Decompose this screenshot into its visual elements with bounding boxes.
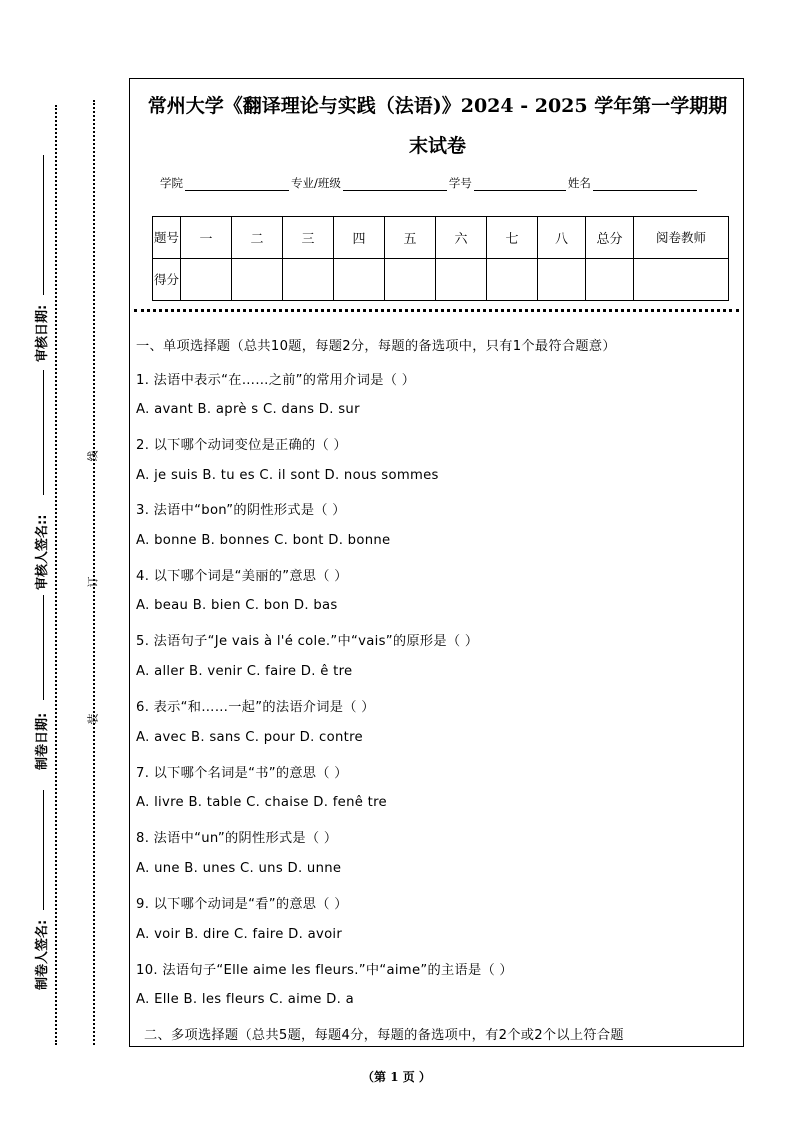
score-table-header-row <box>153 217 729 259</box>
question-9: 9. 以下哪个动词是“看”的意思（ ） <box>136 897 348 912</box>
section-single-choice-title: 一、单项选择题（总共10题，每题2分，每题的备选项中，只有1个最符合题意） <box>136 339 616 354</box>
score-cell[interactable] <box>232 259 283 301</box>
score-cell[interactable] <box>586 259 634 301</box>
college-label: 学院 <box>160 176 183 190</box>
score-table-row1-header: 题号 <box>153 217 181 259</box>
question-5: 5. 法语句子“Je vais à l'é cole.”中“vais”的原形是（ ） <box>136 634 479 649</box>
question-6: 6. 表示“和……一起”的法语介词是（ ） <box>136 700 375 715</box>
score-cell[interactable] <box>334 259 385 301</box>
score-col-7: 七 <box>487 217 538 259</box>
score-col-1: 一 <box>181 217 232 259</box>
question-4: 4. 以下哪个词是“美丽的”意思（ ） <box>136 569 348 584</box>
options-4: A. beau B. bien C. bon D. bas <box>136 598 338 613</box>
options-3: A. bonne B. bonnes C. bont D. bonne <box>136 533 391 548</box>
score-col-total: 总分 <box>586 217 634 259</box>
student-id-label: 学号 <box>448 176 472 190</box>
question-2: 2. 以下哪个动词变位是正确的（ ） <box>136 438 347 453</box>
page-number: （第 1 页 ） <box>362 1070 431 1084</box>
question-8: 8. 法语中“un”的阴性形式是（ ） <box>136 831 338 846</box>
maker-sign-label: 制卷人签名: <box>35 919 50 990</box>
score-cell[interactable] <box>436 259 487 301</box>
score-col-2: 二 <box>232 217 283 259</box>
options-9: A. voir B. dire C. faire D. avoir <box>136 927 343 942</box>
bind-char-line: 线 <box>86 450 100 462</box>
reviewer-sign-line <box>43 370 44 495</box>
exam-frame <box>129 78 744 1047</box>
reviewer-date-line <box>43 155 44 295</box>
score-cell[interactable] <box>487 259 538 301</box>
section-multi-choice-title: 二、多项选择题（总共5题，每题4分，每题的备选项中，有2个或2个以上符合题 <box>144 1028 624 1043</box>
maker-date-line <box>43 595 44 700</box>
score-cell[interactable] <box>634 259 729 301</box>
reviewer-date-label: 审核日期: <box>35 304 50 362</box>
question-7: 7. 以下哪个名词是“书”的意思（ ） <box>136 766 348 781</box>
score-table-row2-header: 得分 <box>153 259 181 301</box>
score-cell[interactable] <box>283 259 334 301</box>
exam-title-line2: 末试卷 <box>408 135 466 157</box>
major-class-field[interactable] <box>343 178 447 191</box>
dotted-separator <box>134 309 739 312</box>
score-cell[interactable] <box>385 259 436 301</box>
score-table-score-row <box>153 259 729 301</box>
major-class-label: 专业/班级 <box>291 176 341 190</box>
inner-dotted-line <box>93 100 95 1045</box>
options-8: A. une B. unes C. uns D. unne <box>136 861 342 876</box>
score-table <box>152 216 729 301</box>
options-6: A. avec B. sans C. pour D. contre <box>136 730 363 745</box>
question-3: 3. 法语中“bon”的阴性形式是（ ） <box>136 503 346 518</box>
options-1: A. avant B. aprè s C. dans D. sur <box>136 402 360 417</box>
options-5: A. aller B. venir C. faire D. ê tre <box>136 664 353 679</box>
score-col-4: 四 <box>334 217 385 259</box>
name-label: 姓名 <box>567 176 591 190</box>
score-col-3: 三 <box>283 217 334 259</box>
score-col-8: 八 <box>538 217 586 259</box>
score-col-5: 五 <box>385 217 436 259</box>
name-field[interactable] <box>593 178 697 191</box>
maker-date-label: 制卷日期: <box>35 712 50 770</box>
reviewer-sign-label: 审核人签名:: <box>35 514 50 590</box>
question-1: 1. 法语中表示“在……之前”的常用介词是（ ） <box>136 373 416 388</box>
student-info-row <box>160 175 699 191</box>
options-2: A. je suis B. tu es C. il sont D. nous sommes <box>136 468 439 483</box>
score-cell[interactable] <box>538 259 586 301</box>
options-10: A. Elle B. les fleurs C. aime D. a <box>136 992 354 1007</box>
options-7: A. livre B. table C. chaise D. fenê tre <box>136 795 387 810</box>
score-cell[interactable] <box>181 259 232 301</box>
exam-title-line1: 常州大学《翻译理论与实践（法语)》2024 - 2025 学年第一学期期 <box>147 95 728 117</box>
college-field[interactable] <box>185 178 289 191</box>
score-col-grader: 阅卷教师 <box>634 217 729 259</box>
bind-char-fold: 装 <box>86 713 100 725</box>
bind-char-order: 订 <box>86 576 100 588</box>
outer-dotted-line <box>55 105 57 1045</box>
question-10: 10. 法语句子“Elle aime les fleurs.”中“aime”的主语是（ ） <box>136 963 513 978</box>
student-id-field[interactable] <box>474 178 566 191</box>
maker-sign-line <box>43 790 44 910</box>
score-col-6: 六 <box>436 217 487 259</box>
